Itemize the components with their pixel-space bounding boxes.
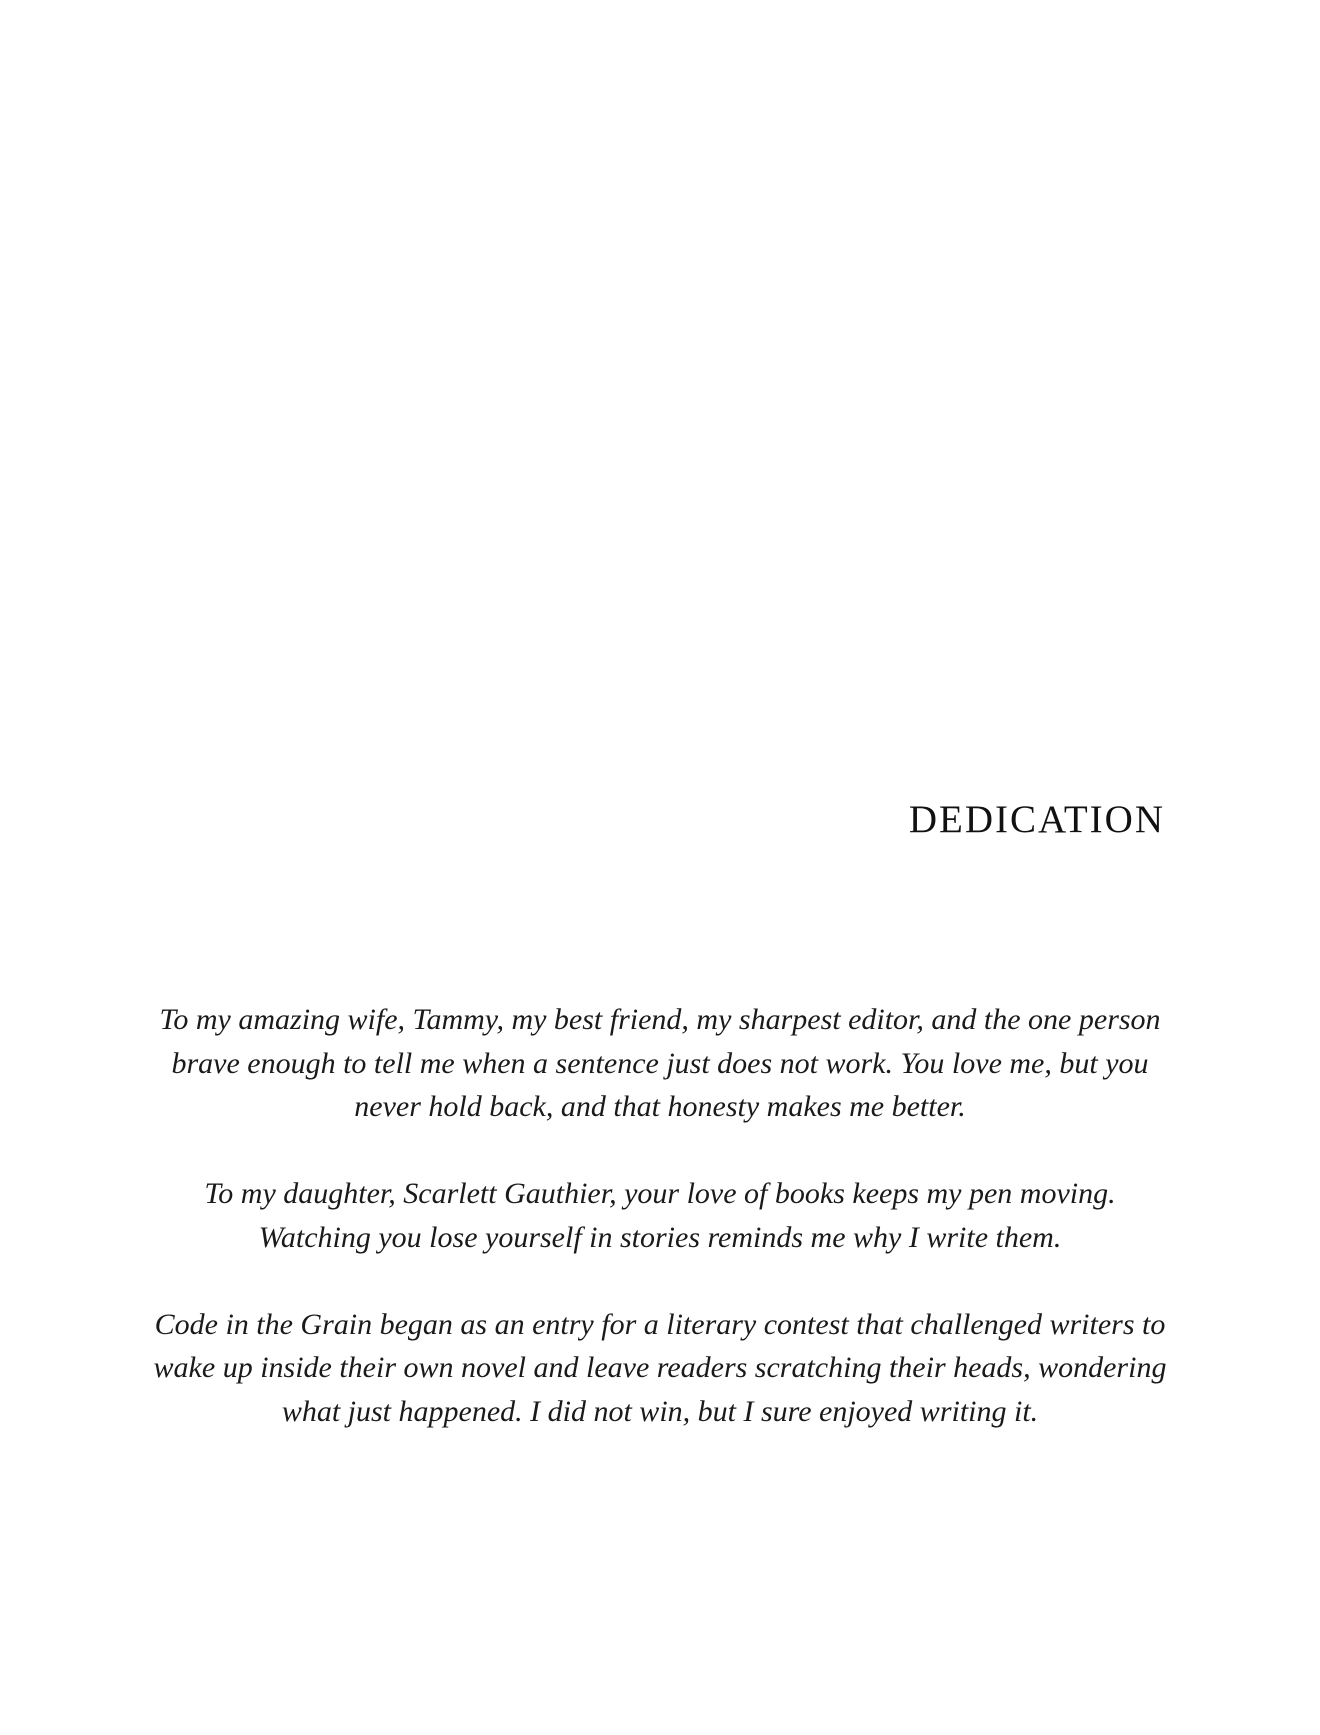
dedication-paragraph-wife: To my amazing wife, Tammy, my best friend, my sharpest editor, and the one person brave enough to tell me when a sentence just does not work. You love me, but you never hold back, and that honesty makes me better.: [159, 1003, 1161, 1123]
page-title: DEDICATION: [908, 798, 1165, 841]
dedication-paragraph-contest: Code in the Grain began as an entry for a literary contest that challenged writers to wake up inside their own novel and leave readers scratching their heads, wondering what just happened. I did not win, but I sure enjoyed writing it.: [153, 1307, 1167, 1428]
dedication-body: [148, 998, 1172, 1433]
dedication-paragraph-daughter: To my daughter, Scarlett Gauthier, your love of books keeps my pen moving. Watching you lose yourself in stories reminds me why I write them.: [204, 1177, 1116, 1254]
